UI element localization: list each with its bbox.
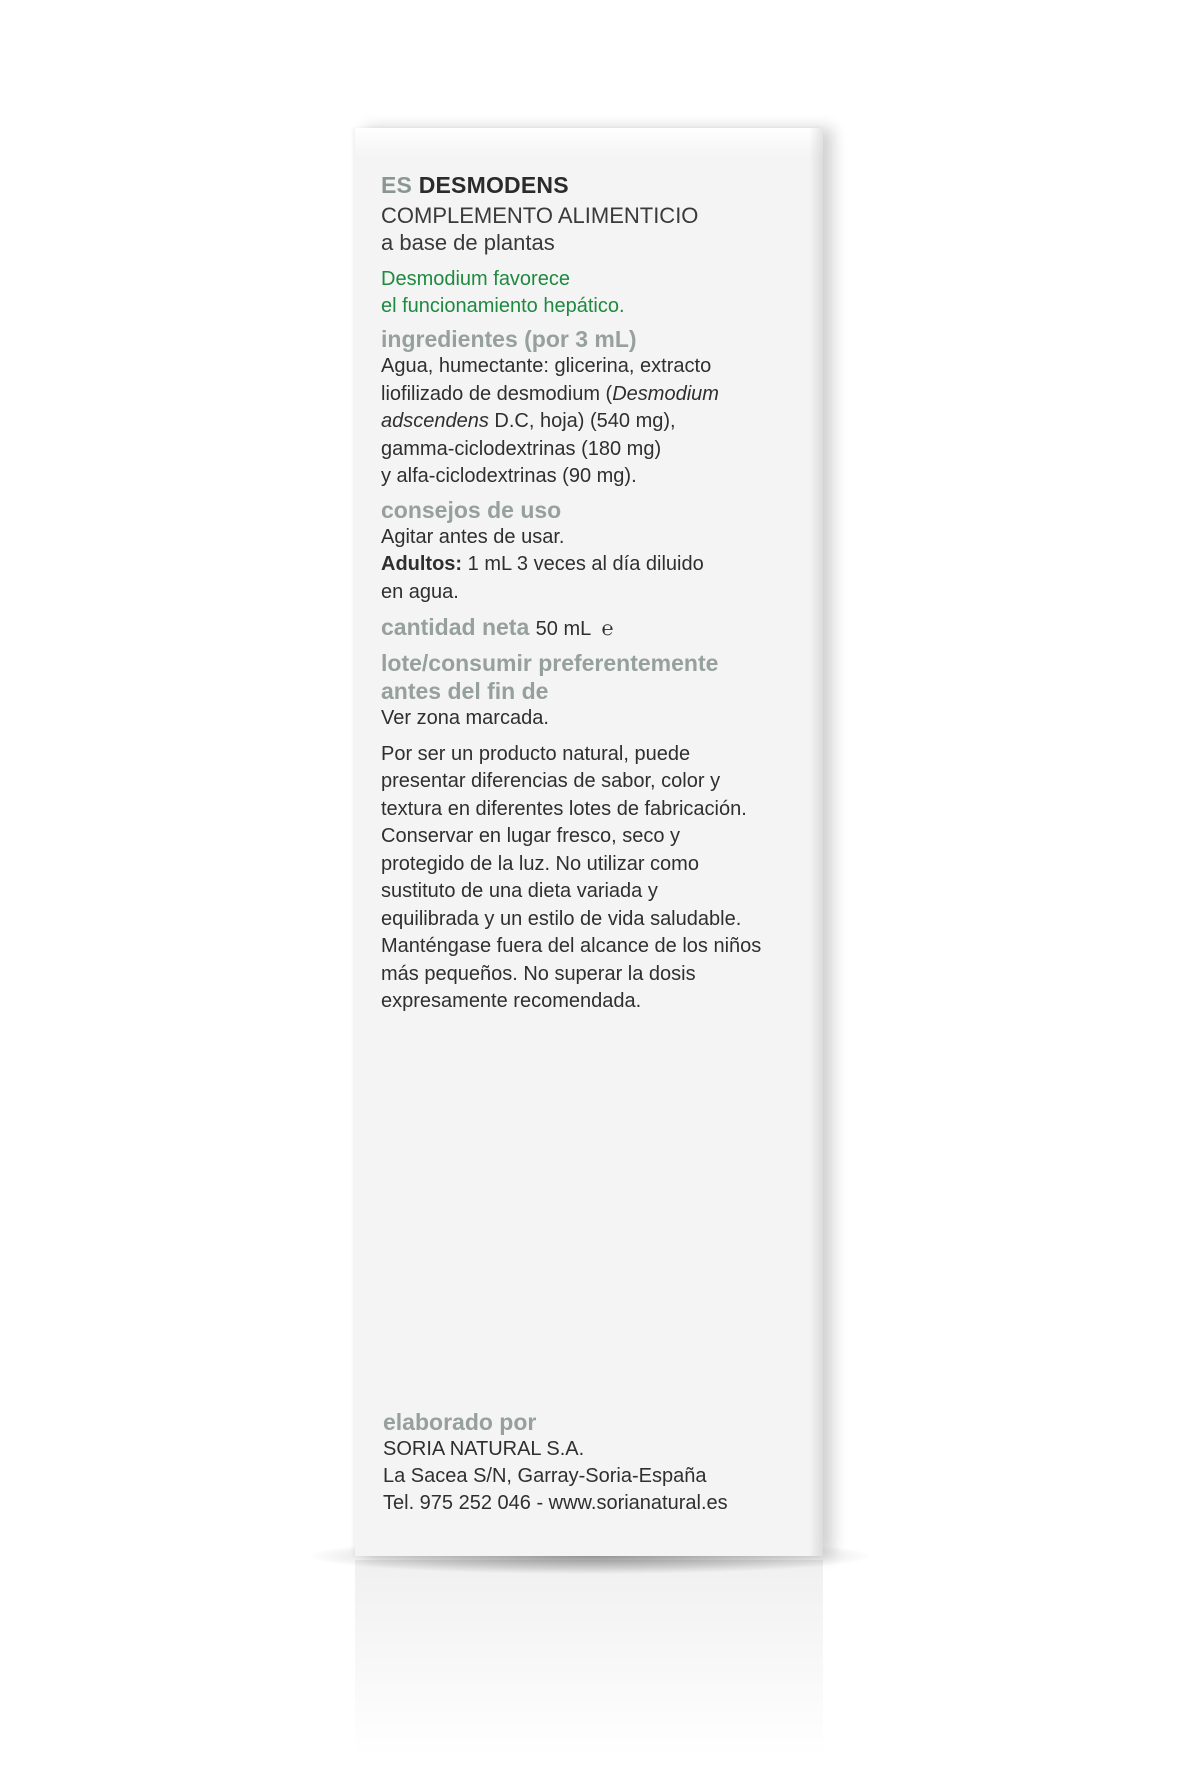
subtitle-line-2: a base de plantas [381, 230, 555, 255]
ingredients-line-3a: adscendens [381, 410, 489, 432]
manufacturer-title: elaborado por [383, 1409, 537, 1435]
net-quantity-label: cantidad neta [381, 614, 530, 640]
warning-line: más pequeños. No superar la dosis [381, 962, 696, 985]
warning-line: Por ser un producto natural, puede [381, 742, 691, 765]
usage-line-1: Agitar antes de usar. [381, 525, 565, 548]
product-name: DESMODENS [418, 172, 569, 198]
warning-line: expresamente recomendada. [381, 990, 642, 1012]
warning-line: sustituto de una dieta variada y [381, 880, 658, 902]
manufacturer-block [383, 1408, 803, 1517]
ingredients-line-3b: D.C, hoja) (540 mg), [488, 410, 676, 432]
manufacturer-company: SORIA NATURAL S.A. [383, 1438, 585, 1460]
net-quantity-value: 50 mL [535, 618, 592, 640]
warning-line: equilibrada y un estilo de vida saludable. [381, 907, 742, 930]
claim-line-1: Desmodium favorece [381, 268, 570, 290]
batch-title-line-2: antes del fin de [381, 678, 549, 704]
language-code: ES [381, 172, 413, 198]
product-heading [381, 170, 801, 200]
ingredients-line-4: gamma-ciclodextrinas (180 mg) [381, 437, 662, 460]
box-reflection [355, 1560, 823, 1760]
usage-adults-text: 1 mL 3 veces al día diluido [462, 553, 704, 575]
ingredients-line-2b: Desmodium [612, 382, 719, 405]
estimated-sign-icon: ℮ [601, 618, 614, 640]
ingredients-line-1: Agua, humectante: glicerina, extracto [381, 355, 712, 377]
ingredients-text [381, 353, 801, 491]
claim-line-2: el funcionamiento hepático. [381, 295, 625, 317]
box-top-fade [355, 128, 823, 158]
product-subtitle [381, 202, 801, 256]
health-claim [381, 266, 801, 320]
subtitle-line-1: COMPLEMENTO ALIMENTICIO [381, 203, 699, 228]
label-content [381, 170, 801, 1016]
manufacturer-address: La Sacea S/N, Garray-Soria-España [383, 1465, 707, 1487]
warning-line: Conservar en lugar fresco, seco y [381, 825, 681, 847]
net-quantity [381, 612, 801, 644]
usage-adults-label: Adultos: [381, 553, 463, 575]
batch-title-line-1: lote/consumir preferentemente [381, 650, 719, 676]
manufacturer-contact: Tel. 975 252 046 - www.sorianatural.es [383, 1492, 728, 1514]
warning-line: protegido de la luz. No utilizar como [381, 852, 699, 875]
ingredients-line-2a: liofilizado de desmodium ( [381, 382, 613, 405]
warning-line: Manténgase fuera del alcance de los niños [381, 935, 762, 957]
box-right-edge [809, 128, 823, 1556]
batch-text: Ver zona marcada. [381, 707, 549, 729]
manufacturer-details [383, 1436, 803, 1517]
batch-title [381, 649, 801, 705]
ingredients-title: ingredientes (por 3 mL) [381, 326, 637, 352]
usage-title: consejos de uso [381, 496, 562, 523]
warning-line: presentar diferencias de sabor, color y [381, 770, 721, 792]
warnings-text [381, 741, 801, 1016]
usage-line-3: en agua. [381, 580, 459, 603]
warning-line: textura en diferentes lotes de fabricación. [381, 797, 747, 820]
ingredients-line-5: y alfa-ciclodextrinas (90 mg). [381, 465, 637, 487]
usage-text [381, 524, 801, 607]
